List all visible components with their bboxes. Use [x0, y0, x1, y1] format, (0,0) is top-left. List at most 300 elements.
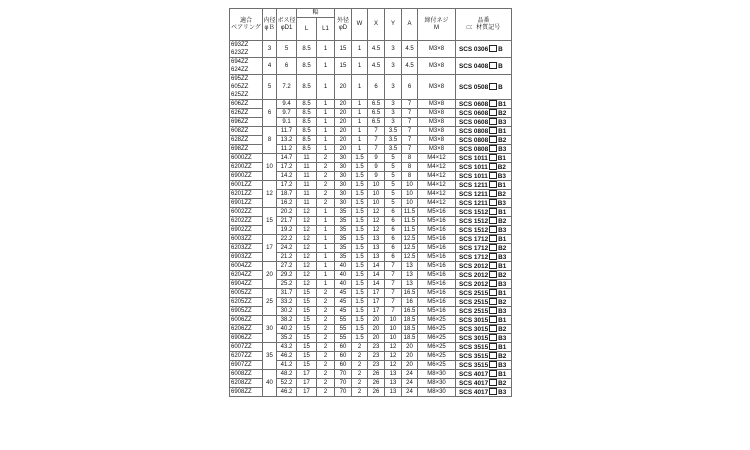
w-cell: 1 — [352, 136, 368, 145]
w-cell: 1.5 — [352, 316, 368, 325]
a-cell: 24 — [402, 379, 418, 388]
part-code-cell — [456, 289, 512, 298]
bearing-cell — [230, 127, 263, 136]
outer-cell: 20 — [335, 100, 352, 109]
a-cell: 24 — [402, 370, 418, 379]
part-code: SCS 4017 — [459, 371, 489, 378]
part-code-cell — [456, 235, 512, 244]
boss-cell: 25.2 — [277, 280, 297, 289]
w-cell: 1.5 — [352, 325, 368, 334]
header-l1: L1 — [317, 18, 335, 41]
outer-cell: 60 — [335, 361, 352, 370]
y-cell: 10 — [385, 325, 402, 334]
bearing-name: 6907ZZ — [231, 362, 252, 368]
screw-cell: M4×12 — [418, 154, 456, 163]
a-cell: 11.5 — [402, 217, 418, 226]
x-cell: 17 — [368, 307, 385, 316]
bearing-cell — [230, 289, 263, 298]
bearing-name: 624ZZ — [231, 67, 249, 73]
outer-cell: 30 — [335, 199, 352, 208]
bearing-cell — [230, 253, 263, 262]
part-code: SCS 0608 — [459, 101, 489, 108]
bearing-name: 6908ZZ — [231, 389, 252, 395]
header-code — [456, 9, 512, 41]
part-code-cell — [456, 271, 512, 280]
material-box-icon — [489, 379, 497, 386]
x-cell: 10 — [368, 190, 385, 199]
boss-cell: 20.2 — [277, 208, 297, 217]
material-box-icon — [489, 109, 497, 116]
outer-cell: 35 — [335, 217, 352, 226]
y-cell: 6 — [385, 244, 402, 253]
l1-cell: 2 — [317, 334, 335, 343]
l-cell: 11 — [297, 163, 317, 172]
y-cell: 3 — [385, 58, 402, 75]
part-code-cell — [456, 343, 512, 352]
l1-cell: 2 — [317, 190, 335, 199]
part-code-cell — [456, 41, 512, 58]
screw-cell: M5×16 — [418, 244, 456, 253]
part-suffix: B1 — [498, 209, 507, 216]
w-cell: 1 — [352, 109, 368, 118]
part-code-cell — [456, 75, 512, 100]
y-cell: 10 — [385, 316, 402, 325]
material-box-icon — [489, 343, 497, 350]
x-cell: 12 — [368, 217, 385, 226]
y-cell: 5 — [385, 190, 402, 199]
boss-cell: 33.2 — [277, 298, 297, 307]
bearing-cell — [230, 118, 263, 127]
material-box-icon — [489, 199, 497, 206]
part-suffix: B1 — [498, 317, 507, 324]
part-code: SCS 1211 — [459, 200, 488, 207]
part-code: SCS 0306 — [459, 46, 489, 53]
l-cell: 8.5 — [297, 75, 317, 100]
part-code: SCS 1712 — [459, 254, 489, 261]
l-cell: 17 — [297, 370, 317, 379]
bearing-cell — [230, 298, 263, 307]
l-cell: 12 — [297, 235, 317, 244]
table-row — [230, 41, 512, 58]
outer-cell: 20 — [335, 75, 352, 100]
boss-cell: 43.2 — [277, 343, 297, 352]
x-cell: 7 — [368, 145, 385, 154]
part-code: SCS 4017 — [459, 389, 489, 396]
outer-cell: 15 — [335, 58, 352, 75]
bearing-cell — [230, 379, 263, 388]
part-code-cell — [456, 388, 512, 397]
l1-cell: 1 — [317, 235, 335, 244]
part-suffix: B1 — [497, 182, 506, 189]
l-cell: 8.5 — [297, 58, 317, 75]
bearing-name: 6002ZZ — [231, 209, 252, 215]
a-cell: 18.5 — [402, 316, 418, 325]
screw-cell: M3×8 — [418, 136, 456, 145]
x-cell: 9 — [368, 154, 385, 163]
header-outer-line2: φD — [338, 24, 348, 31]
part-code-cell — [456, 352, 512, 361]
screw-cell: M5×16 — [418, 226, 456, 235]
boss-cell: 17.2 — [277, 181, 297, 190]
part-suffix: B3 — [498, 254, 507, 261]
bearing-cell — [230, 208, 263, 217]
material-box-icon — [489, 172, 497, 179]
w-cell: 1 — [352, 100, 368, 109]
x-cell: 9 — [368, 172, 385, 181]
part-suffix: B1 — [498, 101, 507, 108]
part-suffix: B2 — [498, 272, 507, 279]
y-cell: 12 — [385, 343, 402, 352]
outer-cell: 40 — [335, 271, 352, 280]
outer-cell: 70 — [335, 370, 352, 379]
l-cell: 12 — [297, 226, 317, 235]
material-box-icon — [489, 163, 497, 170]
boss-cell: 7.2 — [277, 75, 297, 100]
w-cell: 1 — [352, 118, 368, 127]
bearing-name: 695ZZ — [231, 76, 249, 82]
material-box-icon — [489, 100, 497, 107]
y-cell: 7 — [385, 307, 402, 316]
part-code-cell — [456, 298, 512, 307]
boss-cell: 31.7 — [277, 289, 297, 298]
boss-cell: 18.7 — [277, 190, 297, 199]
outer-cell: 55 — [335, 334, 352, 343]
w-cell: 1.5 — [352, 235, 368, 244]
boss-cell: 14.2 — [277, 172, 297, 181]
a-cell: 13 — [402, 280, 418, 289]
bearing-cell — [230, 75, 263, 100]
screw-cell: M5×16 — [418, 208, 456, 217]
part-code: SCS 0808 — [459, 137, 489, 144]
part-suffix: B3 — [498, 362, 507, 369]
part-code-cell — [456, 262, 512, 271]
screw-cell: M3×8 — [418, 109, 456, 118]
header-outer — [335, 9, 352, 41]
w-cell: 1 — [352, 41, 368, 58]
part-code: SCS 2012 — [459, 263, 489, 270]
w-cell: 1.5 — [352, 208, 368, 217]
y-cell: 3.5 — [385, 127, 402, 136]
x-cell: 4.5 — [368, 41, 385, 58]
part-code-cell — [456, 172, 512, 181]
w-cell: 1.5 — [352, 154, 368, 163]
screw-cell: M5×16 — [418, 307, 456, 316]
table-row — [230, 370, 512, 379]
screw-cell: M6×25 — [418, 316, 456, 325]
material-box-icon — [489, 352, 497, 359]
x-cell: 6 — [368, 75, 385, 100]
a-cell: 7 — [402, 100, 418, 109]
inner-diameter-cell: 17 — [263, 235, 277, 262]
part-code: SCS 1712 — [459, 245, 489, 252]
a-cell: 7 — [402, 127, 418, 136]
table-row — [230, 262, 512, 271]
boss-cell: 9.1 — [277, 118, 297, 127]
material-box-icon — [489, 316, 497, 323]
part-code-cell — [456, 244, 512, 253]
y-cell: 5 — [385, 172, 402, 181]
a-cell: 8 — [402, 163, 418, 172]
part-suffix: B2 — [498, 299, 507, 306]
material-box-icon — [489, 307, 497, 314]
a-cell: 7 — [402, 145, 418, 154]
bearing-cell — [230, 361, 263, 370]
part-code: SCS 1211 — [459, 191, 488, 198]
bearing-name: 6900ZZ — [231, 173, 252, 179]
material-box-icon — [489, 235, 497, 242]
x-cell: 7 — [368, 127, 385, 136]
l1-cell: 2 — [317, 307, 335, 316]
part-suffix: B3 — [498, 308, 507, 315]
x-cell: 10 — [368, 199, 385, 208]
header-code-line2: □：材質記号 — [466, 24, 501, 31]
l-cell: 15 — [297, 307, 317, 316]
bearing-cell — [230, 325, 263, 334]
boss-cell: 11.7 — [277, 127, 297, 136]
a-cell: 10 — [402, 181, 418, 190]
outer-cell: 45 — [335, 298, 352, 307]
screw-cell: M6×25 — [418, 352, 456, 361]
screw-cell: M6×25 — [418, 343, 456, 352]
table-row — [230, 316, 512, 325]
w-cell: 1.5 — [352, 199, 368, 208]
bearing-name: 6207ZZ — [231, 353, 252, 359]
x-cell: 20 — [368, 325, 385, 334]
outer-cell: 70 — [335, 388, 352, 397]
part-code-cell — [456, 127, 512, 136]
boss-cell: 16.2 — [277, 199, 297, 208]
screw-cell: M8×30 — [418, 388, 456, 397]
part-code-cell — [456, 253, 512, 262]
part-suffix: B3 — [498, 146, 507, 153]
y-cell: 5 — [385, 154, 402, 163]
screw-cell: M5×16 — [418, 235, 456, 244]
a-cell: 11.5 — [402, 226, 418, 235]
y-cell: 7 — [385, 298, 402, 307]
bearing-cell — [230, 145, 263, 154]
part-code: SCS 0808 — [459, 146, 489, 153]
part-code-cell — [456, 280, 512, 289]
header-l: L — [297, 18, 317, 41]
l-cell: 15 — [297, 289, 317, 298]
header-bearing-line1: 適合 — [239, 17, 252, 24]
header-y: Y — [385, 9, 402, 41]
bearing-name: 698ZZ — [231, 146, 249, 152]
l-cell: 12 — [297, 217, 317, 226]
l-cell: 8.5 — [297, 100, 317, 109]
bearing-name: 608ZZ — [231, 128, 249, 134]
bearing-name: 6005ZZ — [231, 290, 252, 296]
l1-cell: 1 — [317, 41, 335, 58]
part-code: SCS 2012 — [459, 272, 489, 279]
x-cell: 17 — [368, 289, 385, 298]
x-cell: 23 — [368, 352, 385, 361]
a-cell: 24 — [402, 388, 418, 397]
w-cell: 1.5 — [352, 253, 368, 262]
boss-cell: 9.4 — [277, 100, 297, 109]
l1-cell: 2 — [317, 289, 335, 298]
y-cell: 5 — [385, 199, 402, 208]
screw-cell: M5×16 — [418, 298, 456, 307]
bearing-name: 6901ZZ — [231, 200, 252, 206]
boss-cell: 46.2 — [277, 352, 297, 361]
outer-cell: 30 — [335, 190, 352, 199]
l1-cell: 2 — [317, 199, 335, 208]
y-cell: 10 — [385, 334, 402, 343]
l1-cell: 2 — [317, 388, 335, 397]
l-cell: 15 — [297, 343, 317, 352]
inner-diameter-cell: 15 — [263, 208, 277, 235]
x-cell: 14 — [368, 280, 385, 289]
x-cell: 13 — [368, 244, 385, 253]
bearing-cell — [230, 190, 263, 199]
y-cell: 7 — [385, 271, 402, 280]
part-code: SCS 1512 — [459, 218, 489, 225]
l1-cell: 2 — [317, 316, 335, 325]
y-cell: 7 — [385, 289, 402, 298]
y-cell: 6 — [385, 235, 402, 244]
part-suffix: B1 — [498, 290, 507, 297]
x-cell: 14 — [368, 262, 385, 271]
l-cell: 11 — [297, 199, 317, 208]
material-box-icon — [489, 136, 497, 143]
x-cell: 26 — [368, 370, 385, 379]
part-code: SCS 0608 — [459, 119, 489, 126]
x-cell: 4.5 — [368, 58, 385, 75]
bearing-name: 696ZZ — [231, 119, 249, 125]
table-body — [230, 41, 512, 397]
screw-cell: M3×8 — [418, 41, 456, 58]
bearing-cell — [230, 352, 263, 361]
material-box-icon — [489, 226, 497, 233]
boss-cell: 17.2 — [277, 163, 297, 172]
part-suffix: B2 — [498, 353, 507, 360]
l1-cell: 1 — [317, 217, 335, 226]
part-code: SCS 0408 — [459, 63, 489, 70]
inner-diameter-cell: 25 — [263, 289, 277, 316]
w-cell: 1.5 — [352, 181, 368, 190]
y-cell: 3 — [385, 118, 402, 127]
header-screw-line1: 締付ネジ — [424, 17, 449, 24]
w-cell: 2 — [352, 361, 368, 370]
w-cell: 1.5 — [352, 163, 368, 172]
boss-cell: 35.2 — [277, 334, 297, 343]
l-cell: 12 — [297, 244, 317, 253]
a-cell: 8 — [402, 172, 418, 181]
bearing-name: 694ZZ — [231, 59, 249, 65]
screw-cell: M6×25 — [418, 334, 456, 343]
w-cell: 2 — [352, 370, 368, 379]
l-cell: 12 — [297, 280, 317, 289]
y-cell: 3 — [385, 41, 402, 58]
inner-diameter-cell: 12 — [263, 181, 277, 208]
outer-cell: 20 — [335, 145, 352, 154]
header-boss-line2: φD1 — [280, 24, 293, 31]
part-suffix: B1 — [498, 371, 507, 378]
material-box-icon — [489, 62, 497, 69]
boss-cell: 21.2 — [277, 253, 297, 262]
part-code-cell — [456, 58, 512, 75]
part-suffix: B1 — [498, 236, 507, 243]
bearing-name: 605ZZ — [231, 84, 249, 90]
bearing-cell — [230, 280, 263, 289]
screw-cell: M4×12 — [418, 190, 456, 199]
material-box-icon — [489, 244, 497, 251]
l-cell: 8.5 — [297, 127, 317, 136]
material-box-icon — [489, 154, 497, 161]
l1-cell: 1 — [317, 127, 335, 136]
w-cell: 1.5 — [352, 244, 368, 253]
outer-cell: 30 — [335, 181, 352, 190]
w-cell: 1.5 — [352, 289, 368, 298]
y-cell: 6 — [385, 208, 402, 217]
bearing-name: 6202ZZ — [231, 218, 252, 224]
table-row — [230, 343, 512, 352]
w-cell: 1.5 — [352, 226, 368, 235]
x-cell: 20 — [368, 316, 385, 325]
bearing-cell — [230, 271, 263, 280]
y-cell: 7 — [385, 280, 402, 289]
x-cell: 23 — [368, 361, 385, 370]
l-cell: 15 — [297, 298, 317, 307]
header-outer-line1: 外径 — [336, 17, 349, 24]
l-cell: 12 — [297, 253, 317, 262]
outer-cell: 40 — [335, 280, 352, 289]
l1-cell: 1 — [317, 280, 335, 289]
a-cell: 20 — [402, 361, 418, 370]
material-box-icon — [489, 118, 497, 125]
part-suffix: B2 — [498, 110, 507, 117]
w-cell: 1.5 — [352, 271, 368, 280]
inner-diameter-cell: 35 — [263, 343, 277, 370]
a-cell: 7 — [402, 136, 418, 145]
l1-cell: 2 — [317, 361, 335, 370]
material-box-icon — [489, 127, 497, 134]
boss-cell: 29.2 — [277, 271, 297, 280]
bearing-cell — [230, 226, 263, 235]
l1-cell: 1 — [317, 118, 335, 127]
l1-cell: 1 — [317, 109, 335, 118]
l1-cell: 2 — [317, 325, 335, 334]
inner-diameter-cell: 3 — [263, 41, 277, 58]
l1-cell: 1 — [317, 58, 335, 75]
bearing-name: 6205ZZ — [231, 299, 252, 305]
bearing-name: 6001ZZ — [231, 182, 252, 188]
y-cell: 13 — [385, 379, 402, 388]
boss-cell: 14.7 — [277, 154, 297, 163]
bearing-name: 6903ZZ — [231, 254, 252, 260]
l-cell: 8.5 — [297, 109, 317, 118]
part-code: SCS 3515 — [459, 353, 489, 360]
l-cell: 8.5 — [297, 136, 317, 145]
bearing-name: 6003ZZ — [231, 236, 252, 242]
x-cell: 26 — [368, 388, 385, 397]
x-cell: 14 — [368, 271, 385, 280]
bearing-name: 6201ZZ — [231, 191, 252, 197]
boss-cell: 27.2 — [277, 262, 297, 271]
part-code: SCS 1512 — [459, 227, 489, 234]
header-bearing-line2: ベアリング — [231, 24, 261, 31]
outer-cell: 20 — [335, 127, 352, 136]
bearing-name: 6203ZZ — [231, 245, 252, 251]
part-code: SCS 1712 — [459, 236, 489, 243]
screw-cell: M4×12 — [418, 181, 456, 190]
l1-cell: 1 — [317, 262, 335, 271]
part-suffix: B1 — [498, 263, 507, 270]
a-cell: 10 — [402, 199, 418, 208]
l-cell: 12 — [297, 262, 317, 271]
y-cell: 12 — [385, 352, 402, 361]
